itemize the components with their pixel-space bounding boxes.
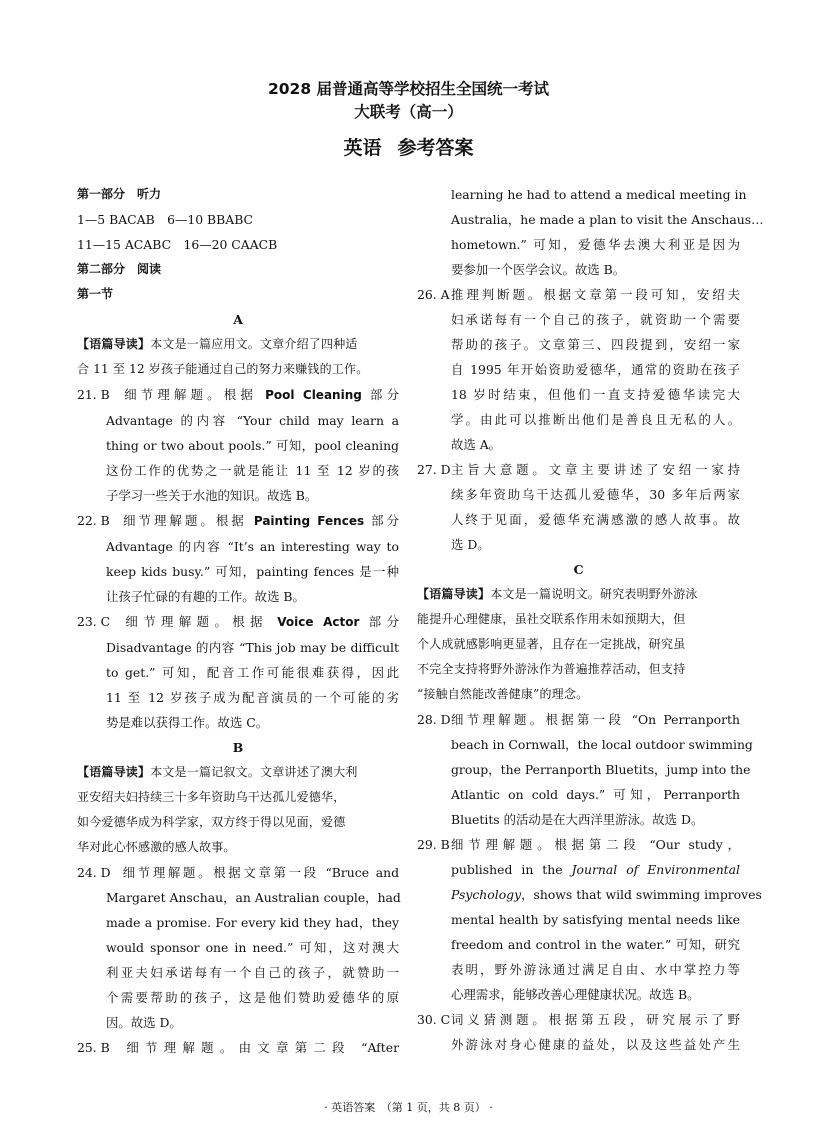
question-number: 30. C xyxy=(417,1012,451,1027)
answer-line: 利亚夫妇承诺每有一个自己的孩子，就赞助一 xyxy=(106,965,399,980)
answer-line: Advantage 的内容 “It’s an interesting way to xyxy=(106,539,399,554)
right-column xyxy=(417,182,764,1057)
intro-tag: 【语篇导读】 xyxy=(417,587,491,601)
answer-21 xyxy=(77,382,399,508)
answer-line: mental health by satisfying mental needs like xyxy=(451,912,740,927)
answer-line: keep kids busy.” 可知，painting fences 是一种 xyxy=(106,564,399,579)
question-number: 24. D xyxy=(77,865,111,880)
answer-line: Bluetits 的活动是在大西洋里游泳。故选 D。 xyxy=(451,812,704,827)
answer-line: 故选 A。 xyxy=(451,437,502,452)
answer-line: 子学习一些关于水池的知识。故选 B。 xyxy=(106,488,318,503)
question-number: 28. D xyxy=(417,712,451,727)
answer-line: 11 至 12 岁孩子成为配音演员的一个可能的劣 xyxy=(106,690,399,705)
answer-line: 细节理解题。根据文章第一段 “Bruce and xyxy=(120,865,399,880)
answer-line: 外游泳对身心健康的益处，以及这些益处产生 xyxy=(451,1037,740,1052)
intro-line: 合 11 至 12 岁孩子能通过自己的努力来赚钱的工作。 xyxy=(77,362,369,376)
answer-line: 表明，野外游泳通过满足自由、水中掌控力等 xyxy=(451,962,740,977)
answer-line: 细节理解题。由文章第二段 “After xyxy=(120,1040,399,1055)
answer-line: freedom and control in the water.” 可知，研究 xyxy=(451,937,740,952)
answer-line: 妇承诺每有一个自己的孩子，就资助一个需要 xyxy=(451,312,740,327)
answer-line: 自 1995 年开始资助爱德华，通常的资助在孩子 xyxy=(451,362,740,377)
intro-line: 本文是一篇说明文。研究表明野外游泳 xyxy=(490,587,698,601)
intro-line: 个人成就感影响更显著，且存在一定挑战，研究虽 xyxy=(417,637,686,651)
question-number: 27. D xyxy=(417,462,451,477)
answer-line: 学。由此可以推断出他们是善良且无私的人。 xyxy=(451,412,740,427)
answer-23 xyxy=(77,609,399,735)
doc-type-label: 参考答案 xyxy=(397,137,474,159)
answer-line: 细节理解题。根据第二段 “Our study， xyxy=(451,837,740,852)
answer-line: Disadvantage 的内容 “This job may be difficult xyxy=(106,640,399,655)
section-name: Painting Fences xyxy=(253,514,365,528)
answer-line: 18 岁时结束，但他们一直支持爱德华读完大 xyxy=(451,387,740,402)
answer-line: published in the Journal of Environmental xyxy=(451,862,740,877)
page-header xyxy=(0,78,817,161)
answer-line: Psychology，shows that wild swimming improves xyxy=(451,887,762,902)
passage-c-intro xyxy=(417,582,740,707)
question-number: 21. B xyxy=(77,387,110,402)
question-number: 23. C xyxy=(77,614,111,629)
answer-line: 这份工作的优势之一就是能让 11 至 12 岁的孩 xyxy=(106,463,399,478)
answer-line: 细节理解题。根据 Voice Actor 部分 xyxy=(120,614,399,629)
section1-heading: 第一节 xyxy=(77,287,114,301)
section-name: Voice Actor xyxy=(277,615,360,629)
listening-answers-1: 1—5 BACAB 6—10 BBABC xyxy=(77,212,254,227)
intro-line: 本文是一篇记叙文。文章讲述了澳大利 xyxy=(150,765,358,779)
question-number: 26. A xyxy=(417,287,450,302)
answer-line: Australia，he made a plan to visit the Anschaus… xyxy=(451,212,764,227)
answer-line: 势是难以获得工作。故选 C。 xyxy=(106,715,269,730)
answer-line: would sponsor one in need.” 可知，这对澳大 xyxy=(106,940,399,955)
section-name: Pool Cleaning xyxy=(265,388,362,402)
answer-30 xyxy=(417,1007,740,1057)
answer-line: made a promise. For every kid they had，they xyxy=(106,915,399,930)
answer-line: Margaret Anschau，an Australian couple，had xyxy=(106,890,401,905)
exam-title: 2028 届普通高等学校招生全国统一考试 xyxy=(267,80,550,98)
part1-heading: 第一部分 听力 xyxy=(77,187,162,201)
answer-line: 让孩子忙碌的有趣的工作。故选 B。 xyxy=(106,589,305,604)
question-number: 25. B xyxy=(77,1040,110,1055)
answer-line: hometown.” 可知，爱德华去澳大利亚是因为 xyxy=(451,237,740,252)
exam-subtitle: 大联考（高一） xyxy=(354,103,463,121)
answer-28 xyxy=(417,707,753,832)
answer-line: 个需要帮助的孩子，这是他们赞助爱德华的原 xyxy=(106,990,399,1005)
answer-27 xyxy=(417,457,740,557)
answer-line: Advantage 的内容 “Your child may learn a xyxy=(106,413,399,428)
answer-line: 续多年资助乌干达孤儿爱德华，30 多年后两家 xyxy=(451,487,740,502)
intro-line: “接触自然能改善健康”的理念。 xyxy=(417,687,589,701)
answer-line: 推理判断题。根据文章第一段可知，安绍夫 xyxy=(451,287,740,302)
listening-answers-2: 11—15 ACABC 16—20 CAACB xyxy=(77,237,278,252)
answer-line: 因。故选 D。 xyxy=(106,1015,182,1030)
answer-line: 选 D。 xyxy=(451,537,490,552)
answer-26 xyxy=(417,282,740,457)
intro-tag: 【语篇导读】 xyxy=(77,765,151,779)
answer-line: 细节理解题。根据第一段 “On Perranporth xyxy=(451,712,740,727)
answer-line: 要参加一个医学会议。故选 B。 xyxy=(451,262,626,277)
intro-line: 不完全支持将野外游泳作为普遍推荐活动，但支持 xyxy=(417,662,686,676)
intro-line: 如今爱德华成为科学家，双方终于得以见面，爱德 xyxy=(77,815,346,829)
answer-line: 词义猜测题。根据第五段，研究展示了野 xyxy=(451,1012,740,1027)
answer-line: beach in Cornwall，the local outdoor swimming xyxy=(451,737,753,752)
answer-line: 帮助的孩子。文章第三、四段提到，安绍一家 xyxy=(451,337,740,352)
answer-line: thing or two about pools.” 可知，pool cleaning xyxy=(106,438,399,453)
intro-line: 华对此心怀感激的感人故事。 xyxy=(77,840,236,854)
document-title xyxy=(0,135,817,161)
answer-line: 心理需求，能够改善心理健康状况。故选 B。 xyxy=(451,987,700,1002)
answer-line: 细节理解题。根据 Pool Cleaning 部分 xyxy=(120,387,399,402)
question-number: 29. B xyxy=(417,837,450,852)
answer-25-continued xyxy=(417,182,764,282)
answer-29 xyxy=(417,832,762,1007)
subject-label: 英语 xyxy=(343,137,382,159)
passage-c-heading: C xyxy=(573,562,584,577)
question-number: 22. B xyxy=(77,513,110,528)
left-column xyxy=(77,182,399,1060)
intro-line: 能提升心理健康，虽社交联系作用未如预期大，但 xyxy=(417,612,686,626)
intro-line: 亚安绍夫妇持续三十多年资助乌干达孤儿爱德华， xyxy=(77,790,346,804)
passage-b-heading: B xyxy=(232,740,244,755)
answer-line: learning he had to attend a medical meeting in xyxy=(451,187,747,202)
intro-tag: 【语篇导读】 xyxy=(77,337,151,351)
answer-line: 主旨大意题。文章主要讲述了安绍一家持 xyxy=(451,462,740,477)
journal-name: Journal of Environmental xyxy=(571,862,740,877)
answer-line: to get.” 可知，配音工作可能很难获得，因此 xyxy=(106,665,399,680)
answer-line: 细节理解题。根据 Painting Fences 部分 xyxy=(120,513,399,528)
journal-name: Psychology xyxy=(451,887,522,902)
passage-a-intro xyxy=(77,332,399,382)
passage-a-heading: A xyxy=(233,312,243,327)
part2-heading: 第二部分 阅读 xyxy=(77,262,162,276)
answer-22 xyxy=(77,508,399,609)
answer-line: group，the Perranporth Bluetits，jump into the xyxy=(451,762,751,777)
answer-line: Atlantic on cold days.” 可知，Perranporth xyxy=(451,787,740,802)
answer-line: 人终于见面，爱德华充满感激的感人故事。故 xyxy=(451,512,740,527)
page-footer: · 英语答案 （第 1 页，共 8 页） · xyxy=(324,1101,493,1114)
passage-b-intro xyxy=(77,760,399,860)
answer-24 xyxy=(77,860,399,1035)
intro-line: 本文是一篇应用文。文章介绍了四种适 xyxy=(150,337,358,351)
answer-25 xyxy=(77,1035,399,1060)
